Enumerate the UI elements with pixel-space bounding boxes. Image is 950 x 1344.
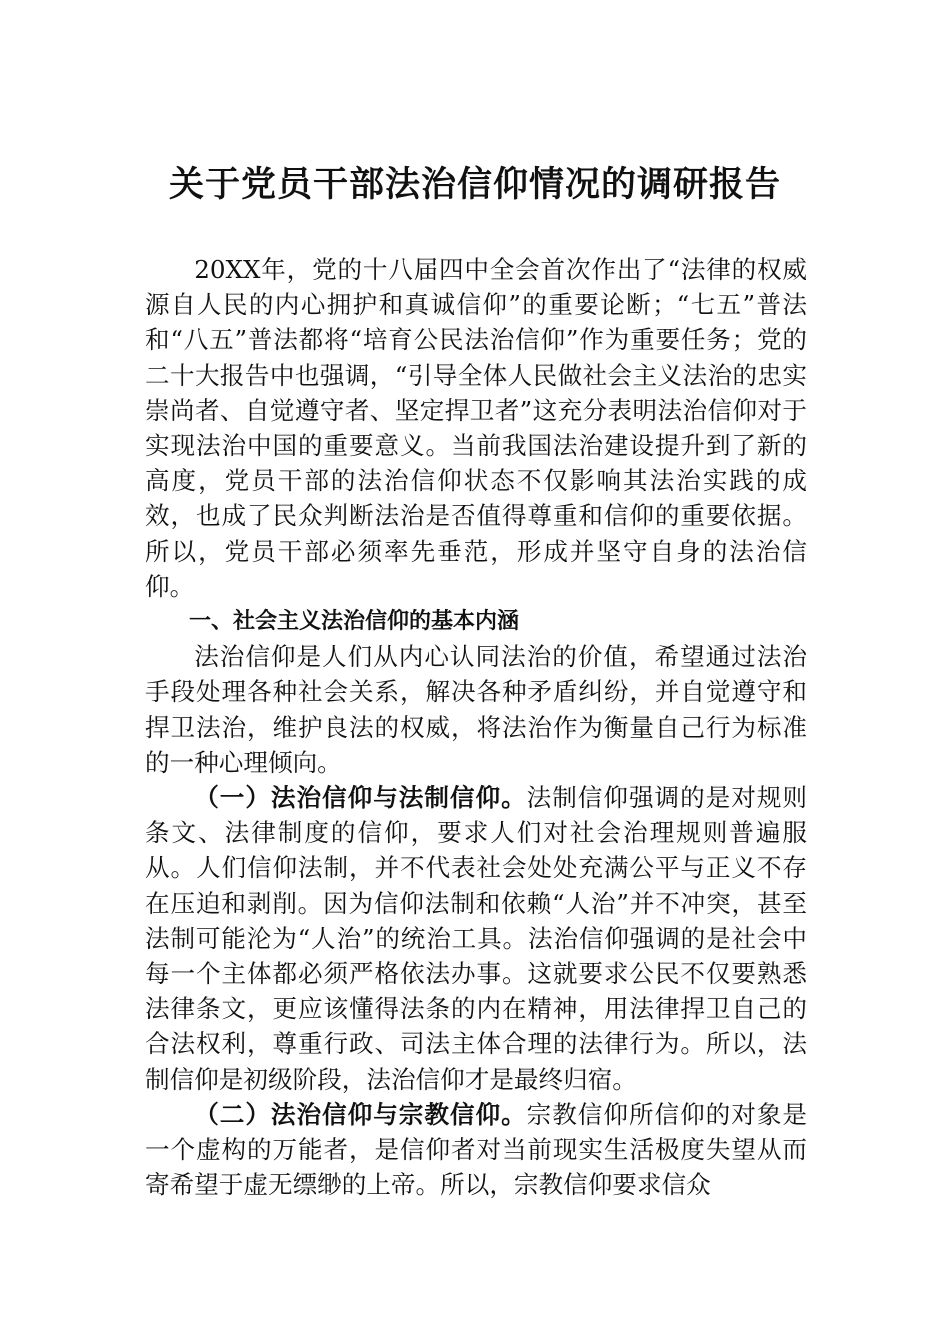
- subsection-paragraph-2: [145, 1097, 807, 1203]
- subsection-lead-2: （二）法治信仰与宗教信仰。: [194, 1099, 527, 1129]
- subsection-paragraph-1: [145, 780, 807, 1097]
- section-paragraph: 法治信仰是人们从内心认同法治的价值，希望通过法治手段处理各种社会关系，解决各种矛盾纠纷，并自觉遵守和捍卫法治，维护良法的权威，将法治作为衡量自己行为标准的一种心理倾向。: [145, 642, 807, 777]
- document-title: 关于党员干部法治信仰情况的调研报告: [168, 164, 781, 205]
- subsection-text-1: 法制信仰强调的是对规则条文、法律制度的信仰，要求人们对社会治理规则普遍服从。人们信仰法制，并不代表社会处处充满公平与正义不存在压迫和剥削。因为信仰法制和依赖“人治”并不冲突，甚至法制可能沦为“人治”的统治工具。法治信仰强调的是社会中每一个主体都必须严格依法办事。这就要求公民不仅要熟悉法律条文，更应该懂得法条的内在精神，用法律捍卫自己的合法权利，尊重行政、司法主体合理的法律行为。所以，法制信仰是初级阶段，法治信仰才是最终归宿。: [145, 783, 807, 1094]
- document-body: [145, 252, 807, 1202]
- section-heading: 一、社会主义法治信仰的基本内涵: [189, 609, 520, 635]
- intro-paragraph: 20XX年，党的十八届四中全会首次作出了“法律的权威源自人民的内心拥护和真诚信仰”的重要论断；“七五”普法和“八五”普法都将“培育公民法治信仰”作为重要任务；党的二十大报告中也强调，“引导全体人民做社会主义法治的忠实崇尚者、自觉遵守者、坚定捍卫者”这充分表明法治信仰对于实现法治中国的重要意义。当前我国法治建设提升到了新的高度，党员干部的法治信仰状态不仅影响其法治实践的成效，也成了民众判断法治是否值得尊重和信仰的重要依据。所以，党员干部必须率先垂范，形成并坚守自身的法治信仰。: [145, 255, 807, 601]
- subsection-lead-1: （一）法治信仰与法制信仰。: [194, 783, 527, 813]
- subsection-text-2: 宗教信仰所信仰的对象是一个虚构的万能者，是信仰者对当前现实生活极度失望从而寄希望于虚无缥缈的上帝。所以，宗教信仰要求信众: [145, 1099, 807, 1200]
